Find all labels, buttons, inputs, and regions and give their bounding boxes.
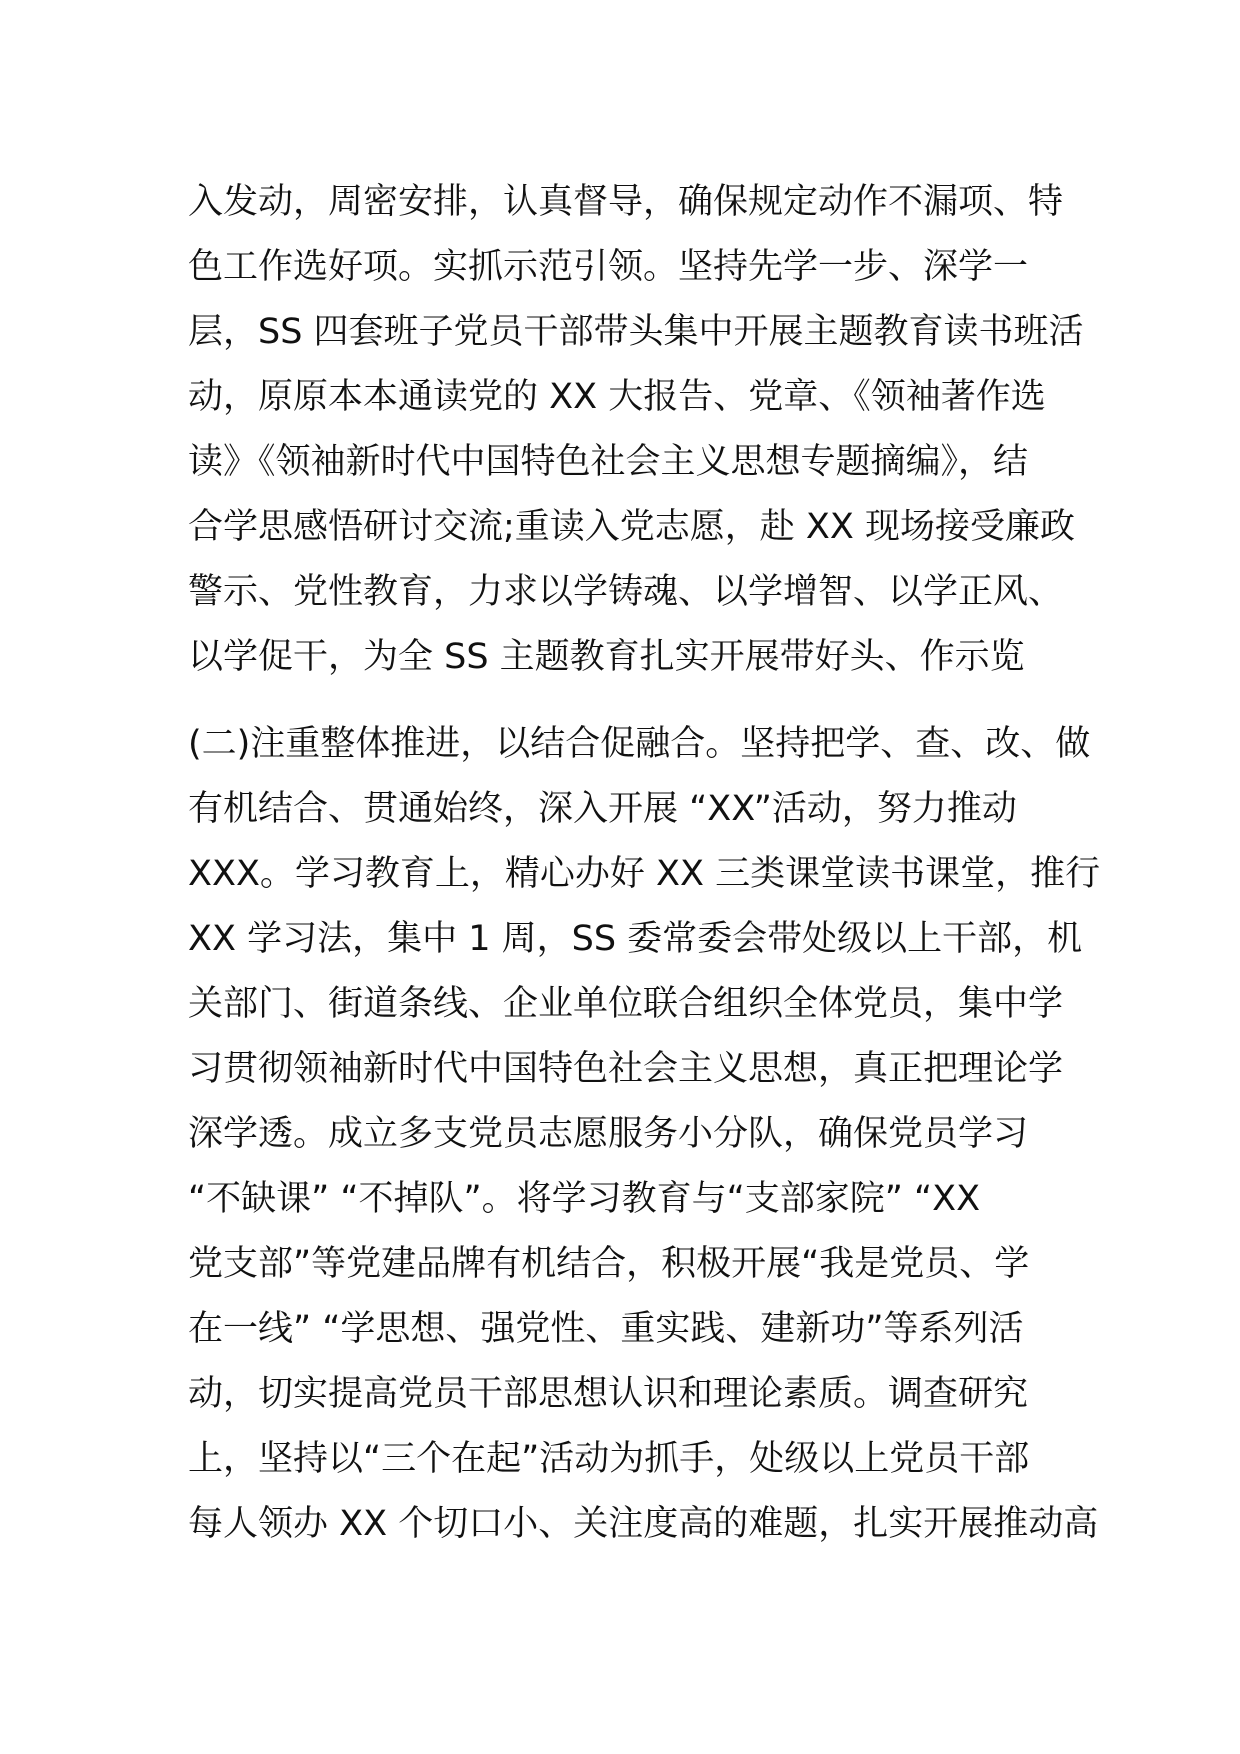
text-line: 读》《领袖新时代中国特色社会主义思想专题摘编》，结 bbox=[188, 442, 1029, 482]
text-line: “不缺课” “不掉队”。将学习教育与“支部家院” “XX bbox=[188, 1179, 981, 1219]
text-line: XXX。学习教育上，精心办好 XX 三类课堂读书课堂，推行 bbox=[188, 854, 1101, 894]
text-line: 习贯彻领袖新时代中国特色社会主义思想，真正把理论学 bbox=[188, 1049, 1064, 1089]
text-line: 深学透。成立多支党员志愿服务小分队，确保党员学习 bbox=[188, 1114, 1029, 1154]
text-line: 关部门、街道条线、企业单位联合组织全体党员，集中学 bbox=[188, 984, 1064, 1024]
text-line: 合学思感悟研讨交流;重读入党志愿，赴 XX 现场接受廉政 bbox=[188, 507, 1075, 547]
text-line: 以学促干，为全 SS 主题教育扎实开展带好头、作示览 bbox=[188, 637, 1025, 677]
text-line: 上，坚持以“三个在起”活动为抓手，处级以上党员干部 bbox=[188, 1439, 1030, 1479]
text-line: 动，原原本本通读党的 XX 大报告、党章、《领袖著作选 bbox=[188, 377, 1046, 417]
text-line: 动，切实提高党员干部思想认识和理论素质。调查研究 bbox=[188, 1374, 1029, 1414]
text-line: (二)注重整体推进，以结合促融合。坚持把学、查、改、做 bbox=[188, 724, 1091, 764]
text-line: 有机结合、贯通始终，深入开展 “XX”活动，努力推动 bbox=[188, 789, 1017, 829]
text-line: 在一线” “学思想、强党性、重实践、建新功”等系列活 bbox=[188, 1309, 1024, 1349]
text-line: 警示、党性教育，力求以学铸魂、以学增智、以学正风、 bbox=[188, 572, 1064, 612]
text-line: 每人领办 XX 个切口小、关注度高的难题，扎实开展推动高 bbox=[188, 1504, 1099, 1544]
text-line: XX 学习法，集中 1 周，SS 委常委会带处级以上干部，机 bbox=[188, 919, 1083, 959]
text-line: 入发动，周密安排，认真督导，确保规定动作不漏项、特 bbox=[188, 182, 1064, 222]
paragraph-2 bbox=[188, 712, 1101, 1557]
paragraph-1 bbox=[188, 170, 1084, 690]
text-line: 层，SS 四套班子党员干部带头集中开展主题教育读书班活 bbox=[188, 312, 1084, 352]
text-line: 色工作选好项。实抓示范引领。坚持先学一步、深学一 bbox=[188, 247, 1029, 287]
text-line: 党支部”等党建品牌有机结合，积极开展“我是党员、学 bbox=[188, 1244, 1030, 1284]
